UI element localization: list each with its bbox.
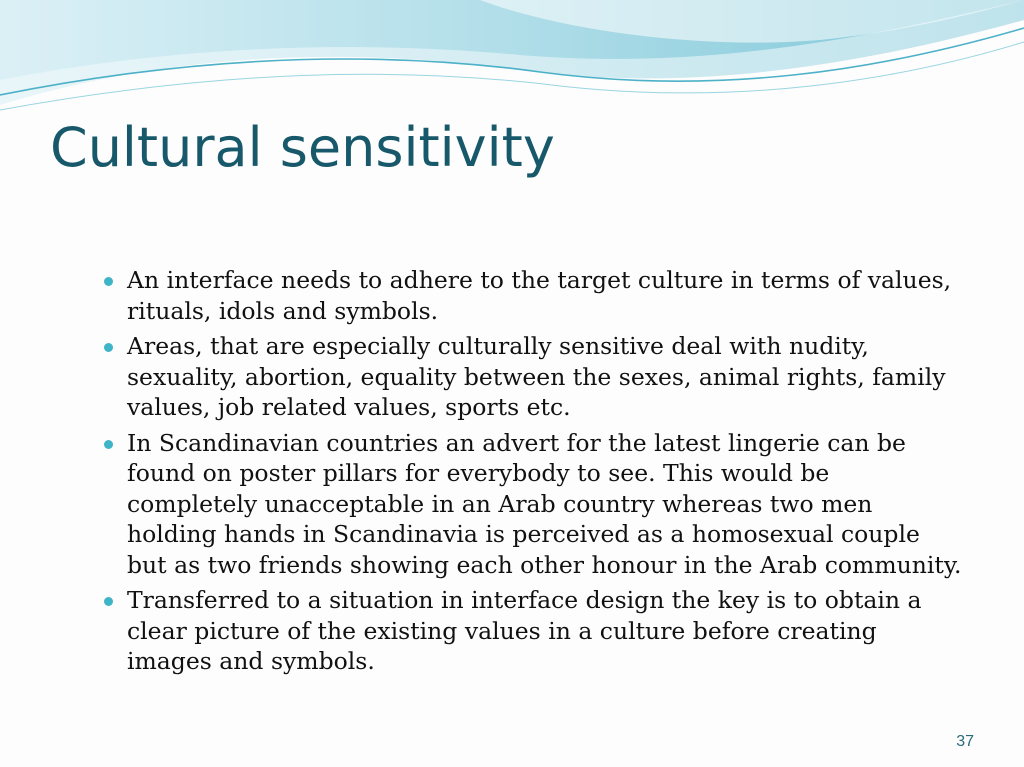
bullet-text: Transferred to a situation in interface design the key is to obtain a clear picture of the existing values in a culture before creating images and symbols. [127,586,922,675]
bullet-text: An interface needs to adhere to the target culture in terms of values, rituals, idols and symbols. [127,266,952,325]
list-item [104,331,964,423]
bullet-dot-icon [104,343,113,352]
bullet-dot-icon [104,440,113,449]
bullet-dot-icon [104,597,113,606]
bullet-text: Areas, that are especially culturally sensitive deal with nudity, sexuality, abortion, equality between the sexes, animal rights, family values, job related values, sports etc. [127,332,946,421]
bullet-list [104,265,964,682]
list-item [104,428,964,581]
header-wave-decoration [0,0,1024,130]
list-item [104,585,964,677]
bullet-text: In Scandinavian countries an advert for the latest lingerie can be found on poster pillars for everybody to see. This would be completely unacceptable in an Arab country whereas two men holding hands in Scandinavia is perceived as a homosexual couple but as two friends showing each other honour in the Arab community. [127,428,962,579]
bullet-dot-icon [104,277,113,286]
slide-title: Cultural sensitivity [50,116,555,179]
page-number: 37 [956,733,974,750]
list-item [104,265,964,326]
